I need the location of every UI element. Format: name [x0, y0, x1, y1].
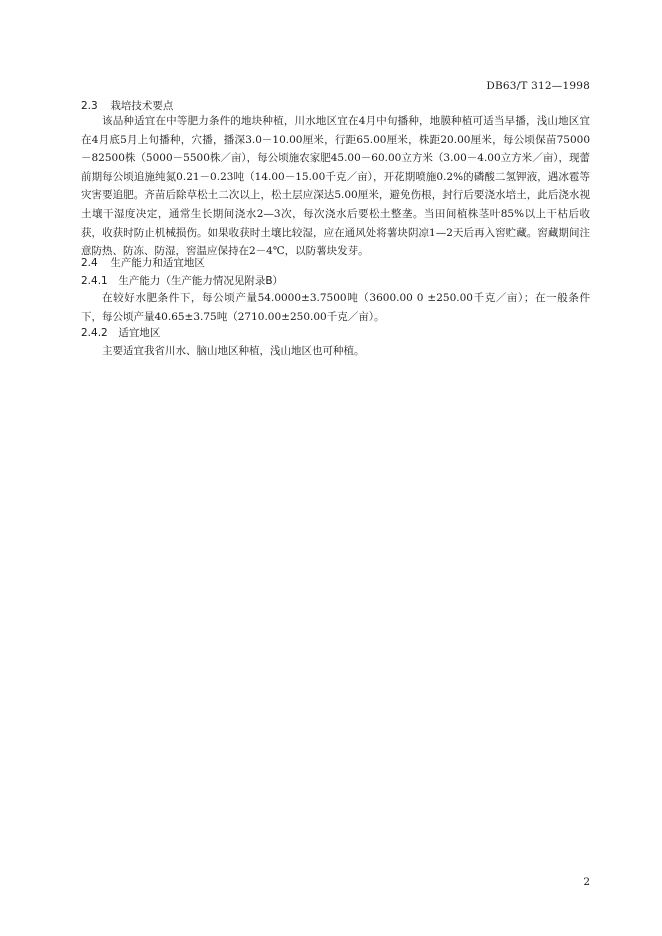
section-number: 2.4.1 [81, 275, 108, 287]
section-number: 2.4 [81, 257, 98, 269]
standard-code: DB63/T 312—1998 [486, 80, 590, 92]
section-heading-2-4 [81, 256, 205, 270]
section-title: 生产能力和适宜地区 [110, 257, 205, 269]
section-title: 适宜地区 [118, 327, 161, 339]
section-title: 栽培技术要点 [110, 100, 174, 112]
section-number: 2.3 [81, 100, 98, 112]
section-number: 2.4.2 [81, 327, 108, 339]
section-heading-2-3 [81, 99, 173, 113]
section-title: 生产能力（生产能力情况见附录B） [118, 275, 284, 287]
section-paragraph-2-4-2: 主要适宜我省川水、脑山地区种植，浅山地区也可种植。 [102, 345, 365, 357]
section-heading-2-4-2 [81, 326, 160, 340]
section-heading-2-4-1 [81, 274, 283, 288]
section-paragraph-2-4-1: 在较好水肥条件下，每公顷产量54.0000±3.7500吨（3600.00 0 ±250.00千克／亩）；在一般条件下，每公顷产量40.65±3.75吨（2710.00±250.00千克／亩）。 [81, 292, 590, 323]
section-paragraph-2-3: 该品种适宜在中等肥力条件的地块种植，川水地区宜在4月中旬播种，地膜种植可适当早播，浅山地区宜在4月底5月上旬播种，穴播，播深3.0－10.00厘米，行距65.00厘米，株距20.00厘米，每公顷保苗75000－82500株（5000－5500株／亩），每公顷施农家肥45.00－60.00立方米（3.00－4.00立方米／亩），现蕾前期每公顷追施纯氮0.21－0.23吨（14.00－15.00千克／亩），开花期喷施0.2%的磷酸二氢钾液，遇冰雹等灾害要追肥。齐苗后除草松土二次以上，松土层应深达5.00厘米，避免伤根，封行后要浇水培土，此后浇水视土壤干湿度决定，通常生长期间浇水2—3次，每次浇水后要松土整垄。当田间植株茎叶85%以上干枯后收获，收获时防止机械损伤。如果收获时土壤比较湿，应在通风处将薯块阴凉1—2天后再入窖贮藏。窖藏期间注意防热、防冻、防湿，窖温应保持在2－4℃，以防薯块发芽。 [81, 115, 590, 258]
page-number: 2 [583, 876, 590, 888]
